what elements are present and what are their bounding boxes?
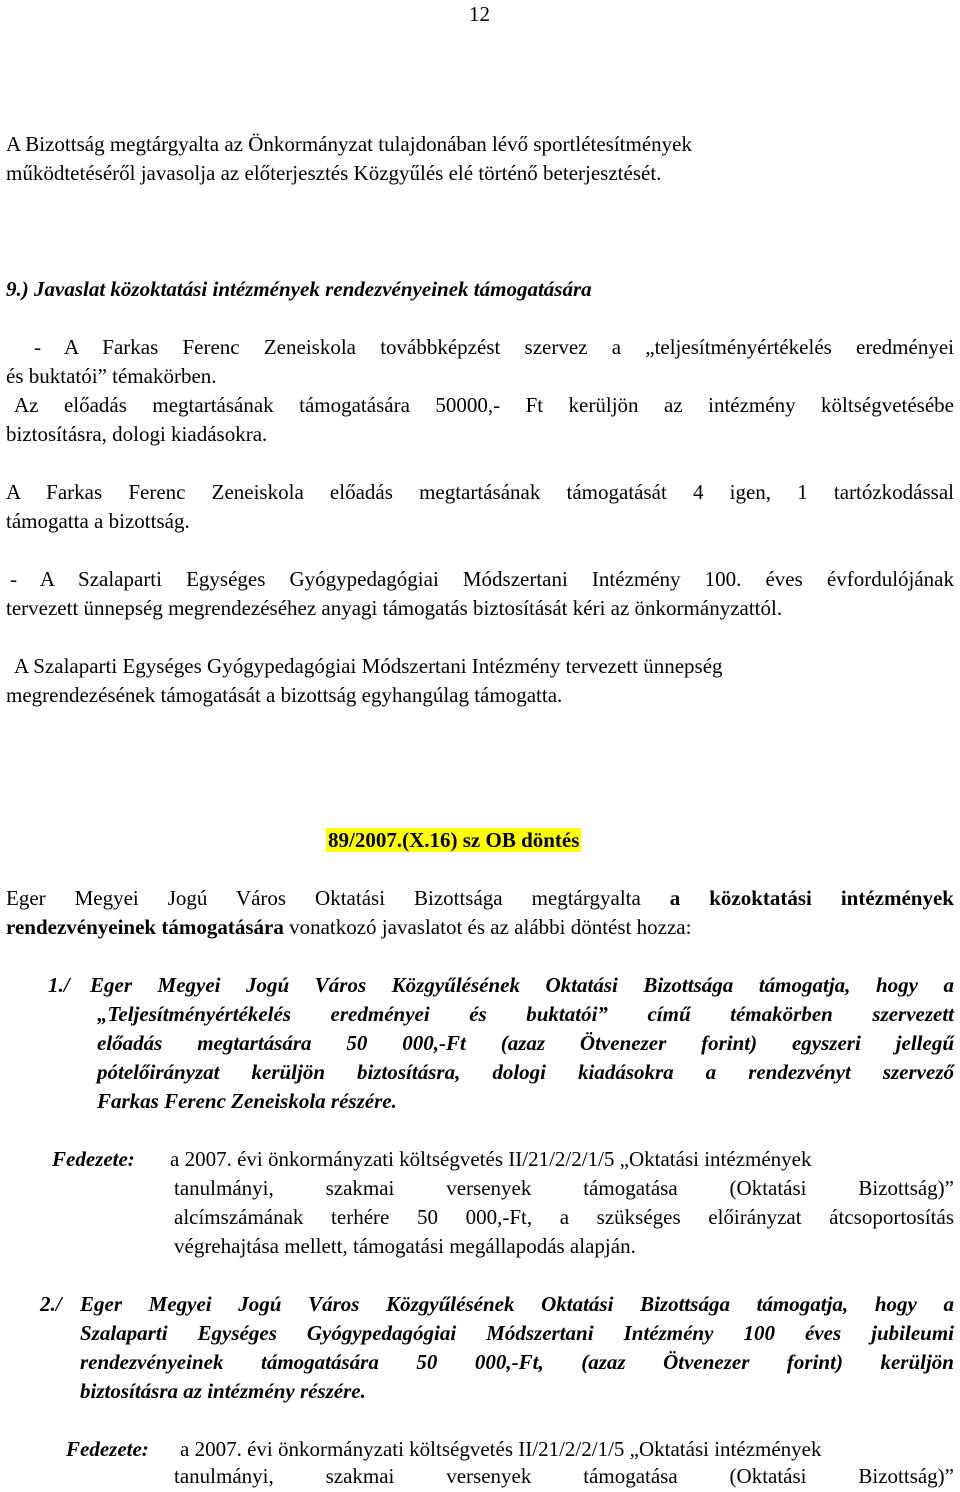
- point-number: 2./: [40, 1292, 62, 1316]
- decision-intro-line: [6, 913, 691, 942]
- point-line: „Teljesítményértékelés eredményei és buktatói” című témakörben szervezett: [97, 1002, 954, 1026]
- paragraph-line: biztosításra, dologi kiadásokra.: [6, 422, 268, 446]
- point-line: rendezvényeinek támogatására 50 000,-Ft, (azaz Ötvenezer forint) kerüljön: [80, 1350, 954, 1374]
- point-line: pótelőirányzat kerüljön biztosításra, dologi kiadásokra a rendezvényt szervező: [97, 1060, 954, 1084]
- paragraph-line: megrendezésének támogatását a bizottság egyhangúlag támogatta.: [6, 683, 563, 707]
- point-number: 1./: [48, 973, 70, 997]
- paragraph-line: - A Farkas Ferenc Zeneiskola továbbképzést szervez a „teljesítményértékelés eredményei: [34, 335, 954, 359]
- fedezet-line: tanulmányi, szakmai versenyek támogatása (Oktatási Bizottság)”: [174, 1464, 954, 1488]
- paragraph-line: - A Szalaparti Egységes Gyógypedagógiai Módszertani Intézmény 100. éves évfordulójának: [10, 567, 954, 591]
- fedezet-line: a 2007. évi önkormányzati költségvetés II/21/2/2/1/5 „Oktatási intézmények: [170, 1147, 812, 1171]
- point-line: Eger Megyei Jogú Város Közgyűlésének Oktatási Bizottsága támogatja, hogy a: [80, 1292, 954, 1316]
- decision-intro-text: vonatkozó javaslatot és az alábbi döntést hozza:: [289, 915, 692, 939]
- decision-intro-line: [6, 884, 954, 913]
- fedezet-line: végrehajtása mellett, támogatási megállapodás alapján.: [174, 1234, 636, 1258]
- point-line: Farkas Ferenc Zeneiskola részére.: [97, 1089, 397, 1113]
- paragraph-line: A Farkas Ferenc Zeneiskola előadás megtartásának támogatását 4 igen, 1 tartózkodással: [6, 480, 954, 504]
- decision-intro-bold: rendezvényeinek támogatására: [6, 915, 284, 939]
- fedezet-label: Fedezete:: [52, 1147, 135, 1171]
- paragraph-line: működtetéséről javasolja az előterjesztés Közgyűlés elé történő beterjesztését.: [6, 161, 662, 185]
- paragraph-line: A Szalaparti Egységes Gyógypedagógiai Módszertani Intézmény tervezett ünnepség: [14, 654, 723, 678]
- decision-intro-text: Eger Megyei Jogú Város Oktatási Bizottsága megtárgyalta: [6, 886, 641, 910]
- paragraph-line: Az előadás megtartásának támogatására 50000,- Ft kerüljön az intézmény költségvetésébe: [14, 393, 954, 417]
- point-line: előadás megtartására 50 000,-Ft (azaz Ötvenezer forint) egyszeri jellegű: [97, 1031, 954, 1055]
- point-line: Szalaparti Egységes Gyógypedagógiai Módszertani Intézmény 100 éves jubileumi: [80, 1321, 954, 1345]
- fedezet-line: alcímszámának terhére 50 000,-Ft, a szükséges előirányzat átcsoportosítás: [174, 1205, 954, 1229]
- paragraph-line: A Bizottság megtárgyalta az Önkormányzat tulajdonában lévő sportlétesítmények: [6, 132, 692, 156]
- paragraph-line: és buktatói” témakörben.: [6, 364, 217, 388]
- fedezet-label: Fedezete:: [66, 1437, 149, 1461]
- decision-title: [326, 826, 581, 855]
- paragraph-line: támogatta a bizottság.: [6, 509, 190, 533]
- agenda-item-title: 9.) Javaslat közoktatási intézmények rendezvényeinek támogatására: [6, 277, 592, 301]
- point-line: biztosításra az intézmény részére.: [80, 1379, 366, 1403]
- page-number: 12: [469, 2, 490, 26]
- point-line: Eger Megyei Jogú Város Közgyűlésének Oktatási Bizottsága támogatja, hogy a: [90, 973, 954, 997]
- fedezet-line: a 2007. évi önkormányzati költségvetés II/21/2/2/1/5 „Oktatási intézmények: [180, 1437, 822, 1461]
- paragraph-line: tervezett ünnepség megrendezéséhez anyagi támogatás biztosítását kéri az önkormányzattól.: [6, 596, 783, 620]
- decision-intro-bold: a közoktatási intézmények: [669, 886, 954, 910]
- decision-title-highlight: 89/2007.(X.16) sz OB döntés: [328, 828, 580, 852]
- fedezet-line: tanulmányi, szakmai versenyek támogatása (Oktatási Bizottság)”: [174, 1176, 954, 1200]
